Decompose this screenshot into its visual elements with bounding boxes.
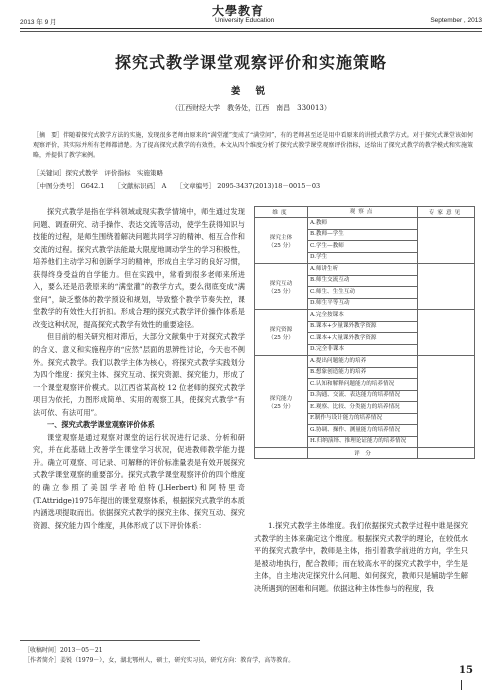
observation-point: C.课本+大量课外教学资源 [308, 333, 418, 345]
observation-point: A.教师 [308, 218, 418, 230]
dimension-score: （25 分） [268, 242, 294, 249]
evaluation-table [254, 206, 475, 459]
observation-point: D.学生 [308, 252, 418, 264]
page-number: 15 [459, 665, 473, 676]
footer-empty [255, 448, 308, 459]
dimension-label: 探究主体 [269, 234, 293, 241]
dimension-cell [255, 356, 308, 448]
header-date-en: September , 2013 [430, 17, 482, 24]
left-column [33, 206, 245, 532]
abstract: ［摘 要］伴随着探究式教学方法的实施，发现很多老师由原来的“满堂灌”变成了“满堂问”，有的老师甚至还是用中看原来的讲授式教学方式。对于探究式课堂该如何观察评价，其实际并所有老师都清楚。为了提高探究式教学的有效性，本文从四个维度分析了探究式教学课堂观察评价指标，还给出了探究式教学的教学模式和实施策略，并提供了教学案例。 [33, 132, 473, 159]
classification-line: ［中图分类号］ G642.1 ［文献标识码］ A ［文章编号］ 2095-3437(2013)18－0015－03 [33, 182, 321, 190]
page-marker [461, 680, 462, 690]
expert-opinion-cell [418, 264, 475, 310]
body-paragraph: 但目前的相关研究相对滞后，大部分文献集中于对探究式教学的含义、意义和实施程序的“应然”层面的思辨性讨论，今天也不例外。探究式教学。我们以教学主体为核心，将探究式教学实践划分为四个维度：探究主体、探究互动、探究资源、探究能力，形成了一个课堂观察评价模式。以江西省某高校 12 位老师的探究式教学项目为依托，力图形成简单、实用的观察工具，使探究式教学“有法可依、有法可用”。 [33, 332, 245, 417]
table-row [255, 310, 475, 322]
observation-point: C.学生—教师 [308, 241, 418, 253]
table-footer-row [255, 448, 475, 459]
table-row [255, 218, 475, 230]
score-label: 评 分 [308, 448, 418, 459]
observation-point: A.提出问题能力的培养 [308, 356, 418, 368]
header-rule [20, 28, 482, 29]
table-head-expert: 专家意见 [418, 207, 475, 218]
header-journal: University Education [215, 17, 275, 24]
dimension-score: （25 分） [268, 334, 294, 341]
header-date: 2013 年 9 月 [20, 19, 57, 26]
dimension-label: 探究能力 [269, 395, 293, 402]
dimension-cell [255, 218, 308, 264]
body-paragraph: 探究式教学是指在学科领域或现实教学情境中，师生通过发现问题、调查研究、动手操作、表达交流等活动，使学生获得知识与技能的过程，是师生围绕着解决问题共同学习的精神、相互合作和交流的过程。探究式教学法能最大限度地调动学生的学习积极性，培养他们主动学习和创新学习的精神，形成自主学习的良好习惯，获得终身受益的自学能力。但在实践中，常看到很多老师来所进入，要么还是沿袭原来的“满堂灌”的教学方式，要么彻底变成“满堂问”，缺乏整体的教学预设和规划，导致整个教学节奏失控，课堂教学的有效性大打折扣。形成合理的探究式教学评价操作体系是改变这种状况，提高探究式教学有效性的重要途径。 [33, 207, 245, 329]
dimension-label: 探究互动 [269, 280, 293, 287]
score-cell [418, 448, 475, 459]
evaluation-table-wrap [254, 206, 475, 459]
observation-point: D.完全非课本 [308, 344, 418, 356]
table-header-row [255, 207, 475, 218]
body-paragraph: 1.探究式教学主体维度。我们依据探究式教学过程中谁是探究式教学的主体来确定这个维度。根据探究式教学的理论，在较低水平的探究式教学中，教师是主体，指引着教学前进的方向，学生只是被动地执行，配合教师；而在较高水平的探究式教学中，学生是主体，自主地决定探究什么问题、如何探究，教师只是辅助学生解决所遇到的困难和问题。依据这种主体性参与的程度，我 [254, 521, 468, 593]
affiliation: （江西财经大学 教务处，江西 南昌 330013） [171, 104, 331, 112]
table-head-observation: 观察点 [308, 207, 418, 218]
footnote-rule [20, 640, 200, 641]
body-paragraph: 课堂观察是通过观察对课堂的运行状况进行记录、分析和研究，并在此基础上改善学生课堂学习状况，促进教师教学能力提升。确立可观察、可记录、可解释的评价标准量表是有效开展探究式教学课堂观察的重要部分。探究式教学课堂观察评价的四个维度的确立参照了美国学者哈伯特(J.Herbert)和阿特里奇(T.Attridge)1975年提出的课堂观察体系，根据探究式教学的本质内涵选项提取而出。依据探究式教学的探究主体、探究互动、探究资源、探究能力四个维度，具体形成了以下评价体系： [33, 432, 245, 530]
observation-point: D.师生平等互动 [308, 298, 418, 310]
observation-point: C.认知和解释问题能力的培养情况 [308, 379, 418, 391]
keywords: ［关键词］探究式教学 评价指标 实施策略 [33, 169, 163, 177]
observation-point: A.完全按课本 [308, 310, 418, 322]
article-title: 探究式教学课堂观察评价和实施策略 [114, 53, 387, 72]
observation-point: B.师生交流互动 [308, 275, 418, 287]
dimension-cell [255, 264, 308, 310]
journal-logo: 大學教育 [212, 4, 265, 18]
table-head-dimension: 维度 [255, 207, 308, 218]
observation-point: B.教师—学生 [308, 229, 418, 241]
dimension-score: （25 分） [268, 288, 294, 295]
observation-point: E.观察、比较、分类能力的培养情况 [308, 402, 418, 414]
running-header [20, 13, 482, 27]
right-column [254, 520, 468, 595]
expert-opinion-cell [418, 310, 475, 356]
observation-point: B.课本+少量课外教学资源 [308, 321, 418, 333]
table-row [255, 356, 475, 368]
dimension-label: 探究资源 [269, 326, 293, 333]
received-date: ［收稿时间］2013－05－21 [24, 647, 103, 654]
observation-point: C.师生、生生互动 [308, 287, 418, 299]
observation-point: G.协调、操作、测量能力的培养情况 [308, 425, 418, 437]
author-name: 姜 锐 [230, 86, 272, 97]
expert-opinion-cell [418, 356, 475, 448]
section-heading: 一、探究式教学课堂观察评价体系 [47, 420, 155, 430]
expert-opinion-cell [418, 218, 475, 264]
dimension-score: （25 分） [268, 403, 294, 410]
observation-point: B.想象创造能力的培养 [308, 367, 418, 379]
header-rule-thin [20, 31, 482, 32]
observation-point: D.沟通、交流、表达能力的培养情况 [308, 390, 418, 402]
observation-point: F.制作与设计能力的培养情况 [308, 413, 418, 425]
dimension-cell [255, 310, 308, 356]
table-row [255, 264, 475, 276]
author-bio: ［作者简介］姜锐（1979－），女，湖北鄂州人，硕士，研究实习员，研究方向：教育学，高等教育。 [24, 657, 295, 664]
observation-point: H.归纳演绎、推理论证能力的培养情况 [308, 436, 418, 448]
observation-point: A.师讲生听 [308, 264, 418, 276]
